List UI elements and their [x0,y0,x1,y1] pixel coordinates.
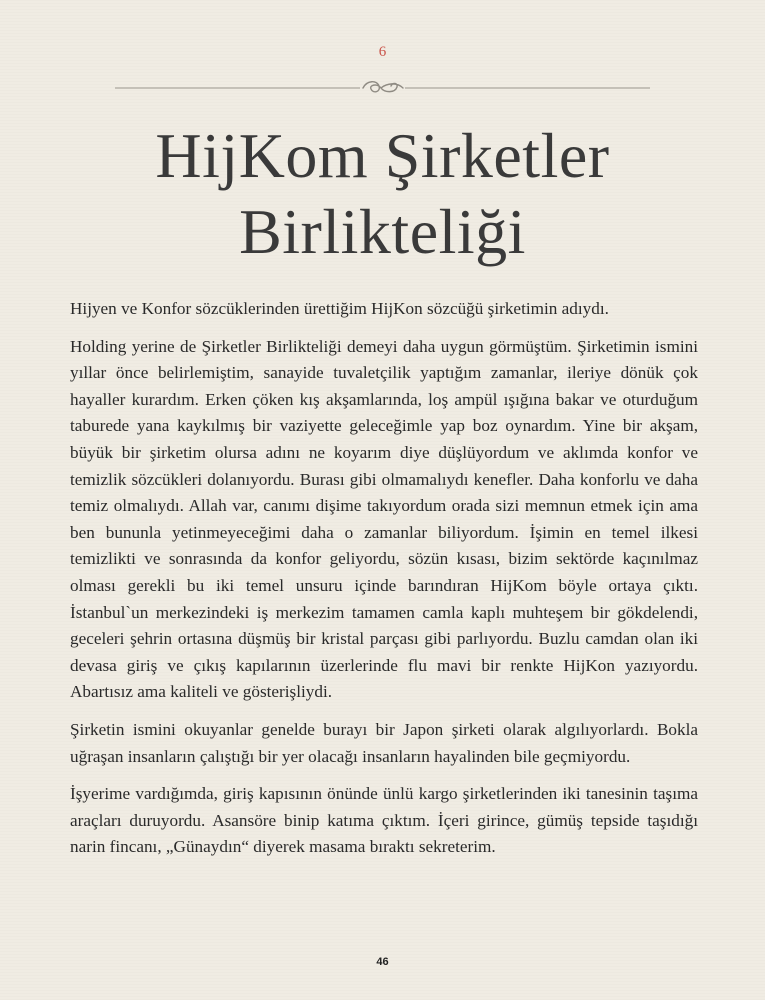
chapter-title-line-1: HijKom Şirketler [155,120,610,191]
paragraph: İşyerime vardığımda, giriş kapısının önünde ünlü kargo şirketlerinden iki tanesinin taşıma araçları duruyordu. Asansöre binip katıma çıktım. İçeri girince, gümüş tepside taşıdığı narin fincanı, „Günaydın“ diyerek masama bıraktı sekreterim. [70,784,698,857]
page-number: 46 [376,956,389,968]
paragraph: Hijyen ve Konfor sözcüklerinden ürettiğim HijKon sözcüğü şirketimin adıydı. [70,299,609,318]
paragraph: Şirketin ismini okuyanlar genelde burayı bir Japon şirketi olarak algılıyorlardı. Bokla uğraşan insanların çalıştığı bir yer olacağı insanların hayalinden bile geçmiyordu. [70,719,698,766]
flourish-divider-icon [115,78,650,98]
chapter-number: 6 [378,44,387,60]
chapter-body [70,296,698,872]
paragraph: Holding yerine de Şirketler Birlikteliği demeyi daha uygun görmüştüm. Şirketimin ismini yıllar önce belirlemiştim, sanayide tuvaletçilik yaptığım zamanlar, ileriye dönük çok hayaller kurardım. Erken çöken kış akşamlarında, loş ampül ışığına bakar ve oturduğum taburede yana kaykılmış bir vaziyette geleceğimle yap boz oynardım. Yine bir akşam, büyük bir şirketim olursa adını ne koyarım diye düşlüyordum ve aklımda konfor ve temizlik sözcükleri dolanıyordu. Burası gibi olmamalıydı kenefler. Daha konforlu ve daha temiz olmalıydı. Allah var, canımı dişime takıyordum orada sizi memnun etmek için ama ben bununla yetinmeyeceğimi daha o zamanlar biliyordum. İşimin en temel ilkesi temizlikti ve sonrasında da konfor geliyordu, sözün kısası, bizim sektörde kaçınılmaz olması gerekli bu iki temel unsuru içinde barındıran HijKom böyle ortaya çıktı. İstanbul`un merkezindeki iş merkezim tamamen camla kaplı muhteşem bir gökdelendi, geceleri şehrin ortasına düşmüş bir kristal parçası gibi parlıyordu. Buzlu camdan olan iki devasa giriş ve çıkış kapılarının üzerlerinde flu mavi bir renkte HijKon yazıyordu. Abartısız ama kaliteli ve gösterişliydi. [70,336,698,702]
chapter-title-line-2: Birlikteliği [239,196,526,267]
chapter-title [0,118,765,270]
